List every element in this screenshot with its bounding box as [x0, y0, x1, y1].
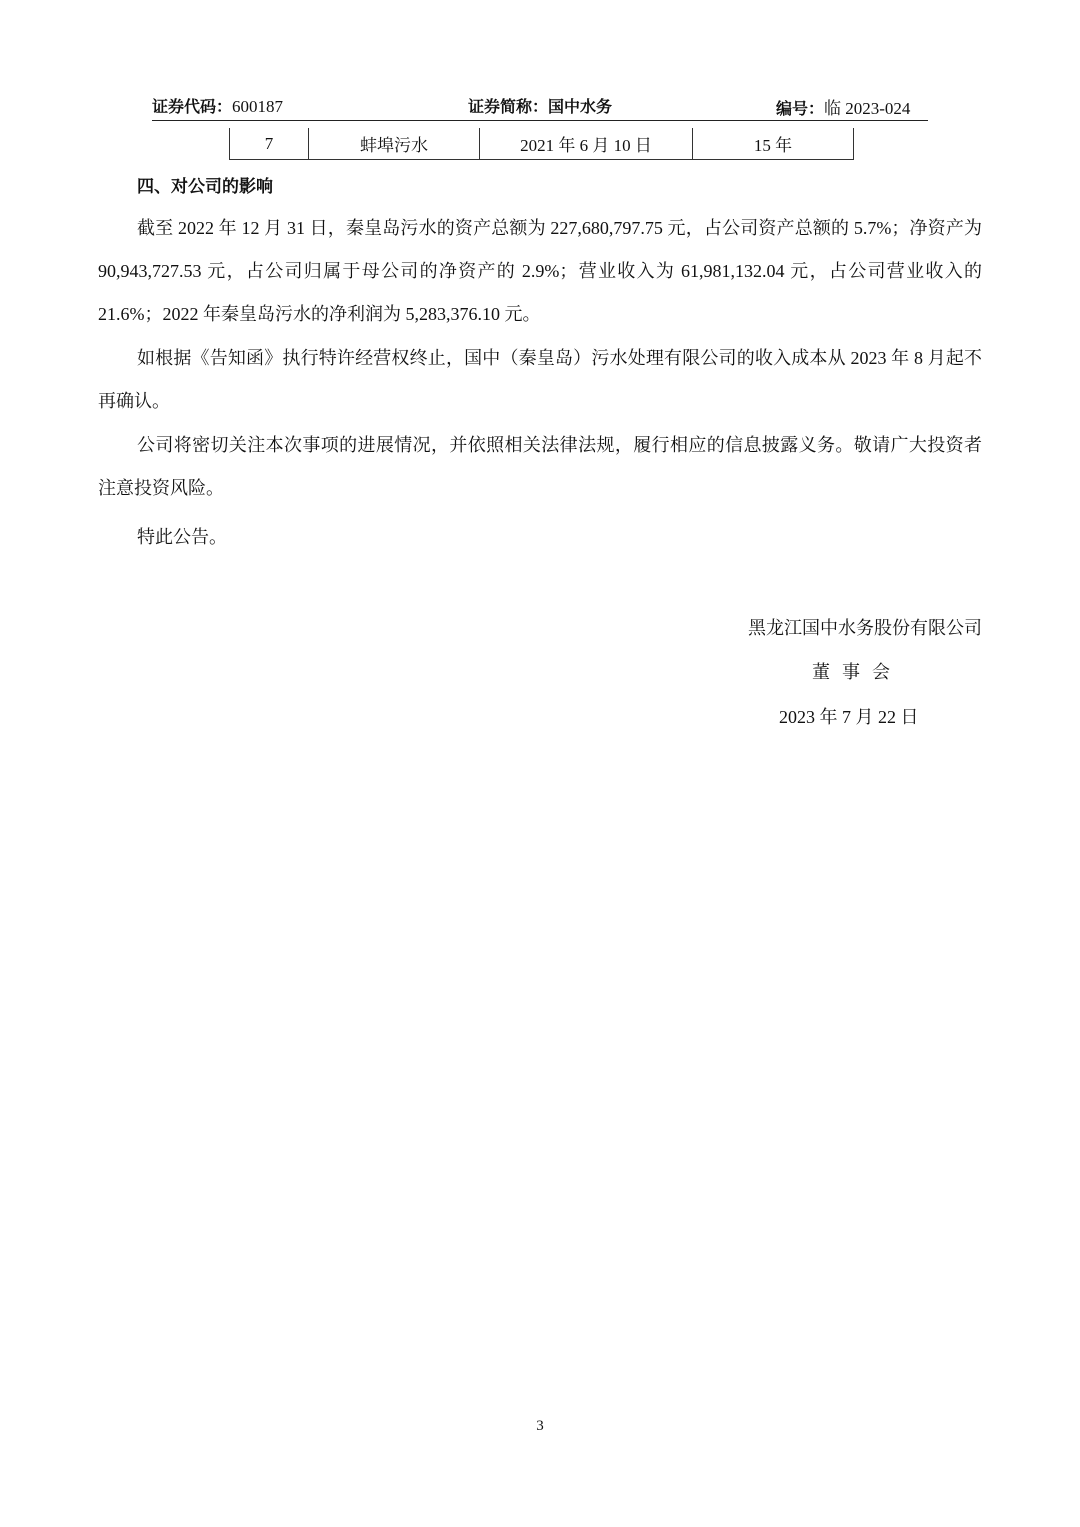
page-number: 3: [536, 1418, 544, 1434]
security-name-label: 证券简称：: [468, 97, 549, 116]
paragraph-disclosure: 公司将密切关注本次事项的进展情况，并依照相关法律法规，履行相应的信息披露义务。敬请广大投资者注意投资风险。: [98, 435, 982, 498]
table-cell-term: 15 年: [693, 128, 854, 160]
table-cell-name: 蚌埠污水: [309, 128, 480, 160]
announcement-number-value: 临 2023-024: [824, 99, 911, 118]
security-name: [468, 94, 612, 117]
announcement-number: [776, 94, 910, 119]
security-name-value: 国中水务: [548, 97, 613, 116]
signature-board: 董事会: [812, 662, 902, 682]
concession-table: [229, 128, 854, 160]
security-code-label: 证券代码：: [152, 97, 233, 116]
paragraph-revenue-recognition: 如根据《告知函》执行特许经营权终止，国中（秦皇岛）污水处理有限公司的收入成本从 2023 年 8 月起不再确认。: [98, 348, 982, 411]
section-title: 四、对公司的影响: [137, 177, 273, 197]
table-cell-date: 2021 年 6 月 10 日: [480, 128, 693, 160]
security-code: [152, 94, 283, 117]
security-code-value: 600187: [232, 97, 284, 116]
table-cell-index: 7: [230, 128, 309, 160]
signature-date: 2023 年 7 月 22 日: [779, 707, 919, 727]
announcement-number-label: 编号：: [776, 99, 825, 118]
signature-company: 黑龙江国中水务股份有限公司: [748, 618, 982, 638]
document-header: [152, 92, 928, 121]
table-row: [230, 128, 854, 160]
paragraph-impact-figures: 截至 2022 年 12 月 31 日，秦皇岛污水的资产总额为 227,680,797.75 元，占公司资产总额的 5.7%；净资产为 90,943,727.53 元，占公司归属于母公司的净资产的 2.9%；营业收入为 61,981,132.04 元，占公司营业收入的 21.6%；2022 年秦皇岛污水的净利润为 5,283,376.10 元。: [98, 218, 982, 324]
paragraph-closing: 特此公告。: [137, 527, 227, 547]
